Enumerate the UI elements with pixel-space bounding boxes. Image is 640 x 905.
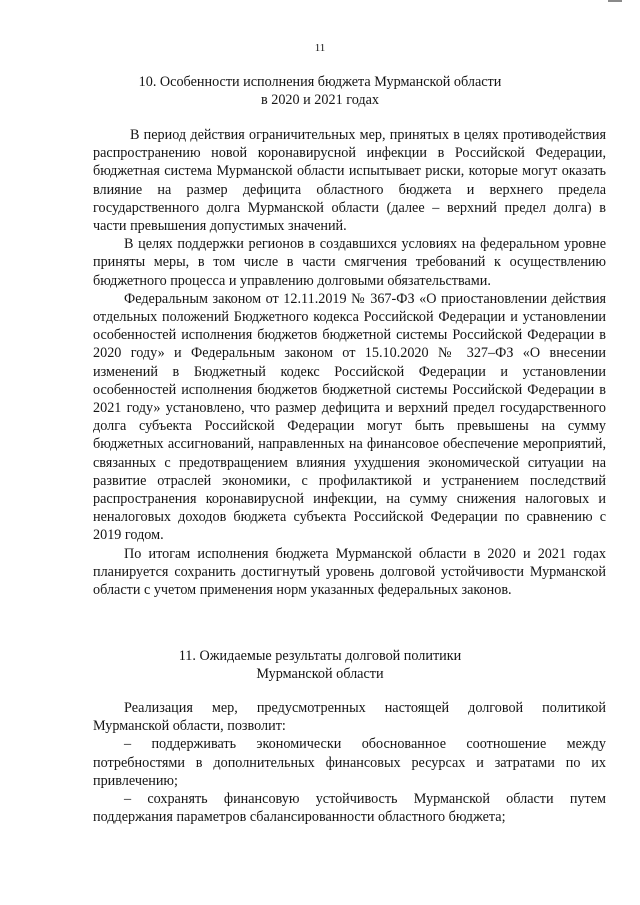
section-10-title-line-1: 10. Особенности исполнения бюджета Мурманской области	[138, 74, 502, 90]
section-11-list-item-1: – поддерживать экономически обоснованное соотношение между потребностями в дополнительных финансовых ресурсах и затратами по их привлечению;	[93, 736, 606, 789]
section-11-title-line-1: 11. Ожидаемые результаты долговой политики	[178, 648, 462, 664]
page-number: 11	[314, 42, 326, 54]
section-11-heading	[60, 647, 580, 683]
section-10-paragraph-3: Федеральным законом от 12.11.2019 № 367-ФЗ «О приостановлении действия отдельных положений Бюджетного кодекса Российской Федерации и установлении особенностей исполнения бюджетов бюджетной системы Российской Федерации в 2020 году» и Федеральным законом от 15.10.2020 № 327–ФЗ «О внесении изменений в Бюджетный кодекс Российской Федерации и установлении особенностей исполнения бюджетов бюджетной системы Российской Федерации в 2021 году» установлено, что размер дефицита и верхний предел государственного долга субъекта Российской Федерации могут быть превышены на сумму бюджетных ассигнований, направленных на финансовое обеспечение мероприятий, связанных с предотвращением влияния ухудшения экономической ситуации на развитие отраслей экономики, с профилактикой и устранением последствий распространения коронавирусной инфекции, на сумму снижения налоговых и неналоговых доходов бюджета субъекта Российской Федерации по сравнению с 2019 годом.	[93, 290, 606, 544]
section-11-title-line-2: Мурманской области	[256, 666, 384, 682]
section-11-paragraph-intro: Реализация мер, предусмотренных настоящей долговой политикой Мурманской области, позволит:	[93, 700, 606, 735]
scan-corner-mark	[608, 0, 622, 2]
section-11-body	[93, 699, 606, 826]
section-10-paragraph-1: В период действия ограничительных мер, принятых в целях противодействия распространению новой коронавирусной инфекции в Российской Федерации, бюджетная система Мурманской области испытывает риски, которые могут оказать влияние на размер дефицита областного бюджета и верхнего предела государственного долга Мурманской области (далее – верхний предел долга) в части превышения допустимых значений.	[93, 127, 606, 235]
section-10-paragraph-4: По итогам исполнения бюджета Мурманской области в 2020 и 2021 годах планируется сохранить достигнутый уровень долговой устойчивости Мурманской области с учетом применения норм указанных федеральных законов.	[93, 545, 606, 599]
section-11-list-item-2: – сохранять финансовую устойчивость Мурманской области путем поддержания параметров сбалансированности областного бюджета;	[93, 791, 606, 826]
section-10-paragraph-2: В целях поддержки регионов в создавшихся условиях на федеральном уровне приняты меры, в том числе в части смягчения требований к осуществлению бюджетного процесса и управлению долговыми обязательствами.	[93, 236, 606, 289]
section-10-title-line-2: в 2020 и 2021 годах	[261, 92, 379, 108]
section-10-heading	[60, 73, 580, 109]
section-10-body	[93, 126, 606, 599]
